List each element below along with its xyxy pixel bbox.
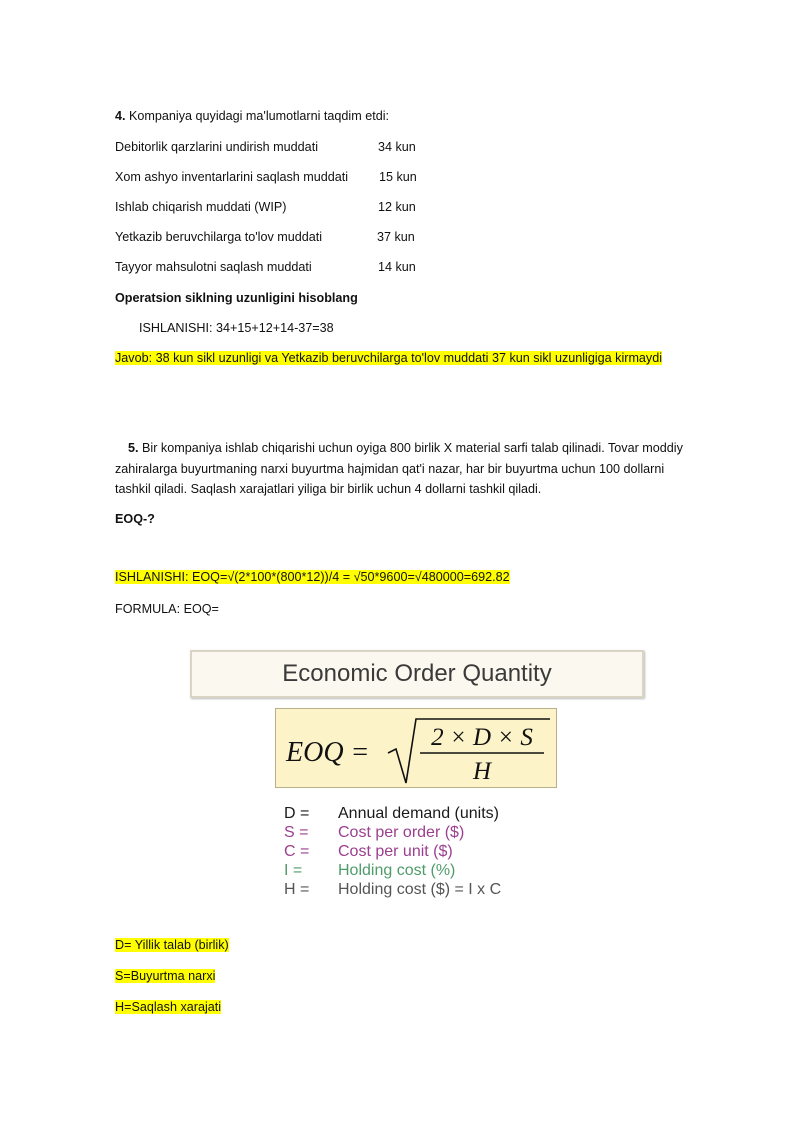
q5-text-line3: tashkil qiladi. Saqlash xarajatlari yiliga bir birlik uchun 4 dollarni tashkil qiladi. — [115, 482, 542, 496]
q5-text — [115, 438, 735, 500]
q4-row-value: 14 kun — [378, 260, 416, 274]
q5-solution — [115, 569, 510, 585]
legend-d-text: D= Yillik talab (birlik) — [115, 938, 229, 952]
q4-row-value: 12 kun — [378, 200, 416, 214]
q4-row-label: Tayyor mahsulotni saqlash muddati — [115, 260, 312, 274]
q5-text-line1: Bir kompaniya ishlab chiqarishi uchun oyiga 800 birlik X material sarfi talab qilinadi. Tovar moddiy — [142, 441, 683, 455]
definition-text: Cost per unit ($) — [338, 843, 453, 860]
definition-text: Holding cost ($) = I x C — [338, 881, 502, 898]
q4-intro — [115, 108, 389, 124]
q5-question: EOQ-? — [115, 512, 155, 526]
q4-number: 4. — [115, 109, 126, 123]
q4-row-value: 15 kun — [379, 170, 417, 184]
eoq-figure-title: Economic Order Quantity — [190, 650, 644, 698]
q4-row-value: 37 kun — [377, 230, 415, 244]
q4-answer — [115, 350, 662, 366]
q4-intro-text: Kompaniya quyidagi ma'lumotlarni taqdim etdi: — [129, 109, 390, 123]
definition-text: Cost per order ($) — [338, 824, 465, 841]
q5-number: 5. — [128, 441, 139, 455]
legend-d — [115, 937, 229, 953]
legend-s-text: S=Buyurtma narxi — [115, 969, 216, 983]
definition-symbol: C = — [284, 843, 310, 860]
q4-task: Operatsion siklning uzunligini hisoblang — [115, 291, 358, 305]
formula-numerator: 2 × D × S — [431, 724, 533, 751]
definition-symbol: S = — [284, 824, 309, 841]
definition-symbol: I = — [284, 862, 303, 879]
legend-s — [115, 968, 215, 984]
eoq-formula-box — [275, 708, 557, 788]
formula-lhs: EOQ = — [286, 737, 370, 768]
legend-h — [115, 999, 221, 1015]
definition-text: Holding cost (%) — [338, 862, 456, 879]
q5-text-line2: zahiralarga buyurtmaning narxi buyurtma hajmidan qat'i nazar, har bir buyurtma uchun 100 dollarni — [115, 461, 665, 476]
legend-h-text: H=Saqlash xarajati — [115, 1000, 222, 1014]
definition-symbol: H = — [284, 881, 310, 898]
q4-row-label: Debitorlik qarzlarini undirish muddati — [115, 140, 318, 154]
q4-row-label: Xom ashyo inventarlarini saqlash muddati — [115, 170, 349, 184]
q4-row-label: Ishlab chiqarish muddati (WIP) — [115, 200, 287, 214]
q5-formula-label: FORMULA: EOQ= — [115, 602, 219, 616]
formula-denominator: H — [472, 758, 492, 785]
q4-row-value: 34 kun — [378, 140, 416, 154]
q4-row-label: Yetkazib beruvchilarga to'lov muddati — [115, 230, 323, 244]
eoq-formula — [276, 709, 558, 789]
definition-text: Annual demand (units) — [338, 805, 499, 822]
q5-solution-text: ISHLANISHI: EOQ=√(2*100*(800*12))/4 = √50*9600=√480000=692.82 — [115, 570, 510, 584]
q4-answer-text: Javob: 38 kun sikl uzunligi va Yetkazib beruvchilarga to'lov muddati 37 kun sikl uzunligiga kirmaydi — [115, 351, 663, 365]
definition-symbol: D = — [284, 805, 310, 822]
q4-solution: ISHLANISHI: 34+15+12+14-37=38 — [139, 321, 334, 335]
